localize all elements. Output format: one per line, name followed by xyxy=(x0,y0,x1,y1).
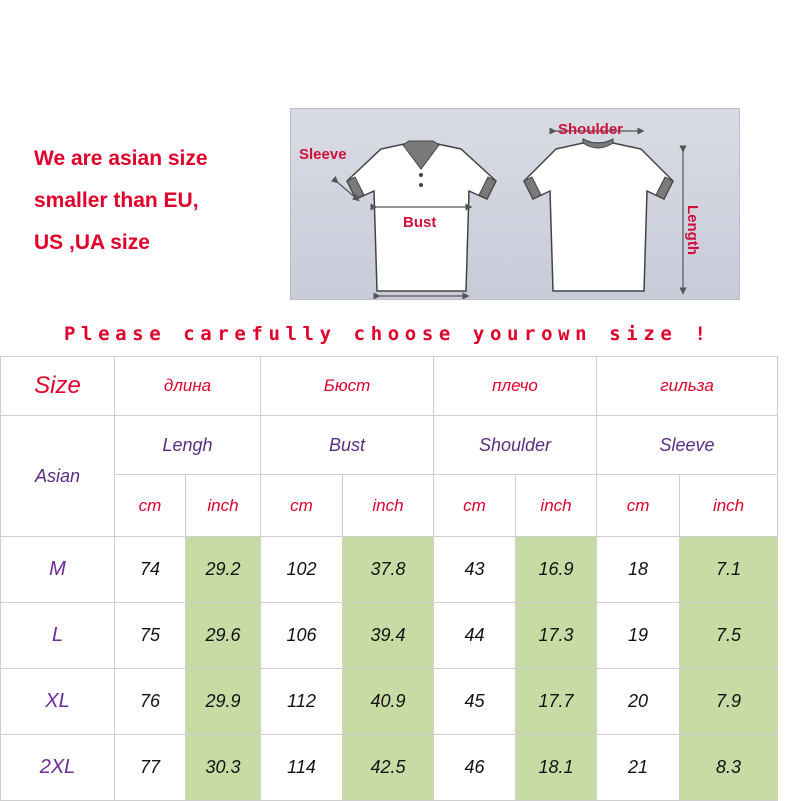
notice-line-3: US ,UA size xyxy=(34,231,150,254)
sleeve-en-header: Sleeve xyxy=(597,416,778,475)
size-value: XL xyxy=(1,669,115,735)
bust-cm: 114 xyxy=(261,735,343,801)
shoulder-cm: 45 xyxy=(434,669,516,735)
shoulder-cm: 43 xyxy=(434,537,516,603)
size-value: M xyxy=(1,537,115,603)
unit-row xyxy=(1,475,778,537)
measurement-diagram xyxy=(290,108,740,300)
choose-size-notice: Please carefully choose yourown size ! xyxy=(64,323,712,345)
sleeve-cm: 19 xyxy=(597,603,680,669)
shoulder-cm: 46 xyxy=(434,735,516,801)
sleeve-cm: 20 xyxy=(597,669,680,735)
size-header: Size xyxy=(1,357,115,416)
length-label: Length xyxy=(684,205,701,255)
back-shirt-icon xyxy=(524,131,683,291)
bust-inch: 40.9 xyxy=(343,669,434,735)
bust-cm: 102 xyxy=(261,537,343,603)
bust-en-header: Bust xyxy=(261,416,434,475)
sleeve-label: Sleeve xyxy=(299,146,347,163)
bust-ru-header: Бюст xyxy=(261,357,434,416)
unit-inch: inch xyxy=(680,475,778,537)
length-inch: 29.9 xyxy=(186,669,261,735)
sleeve-inch: 7.9 xyxy=(680,669,778,735)
bust-label: Bust xyxy=(403,214,437,231)
english-header-row xyxy=(1,416,778,475)
size-notice xyxy=(34,138,274,264)
table-row xyxy=(1,735,778,801)
shoulder-inch: 16.9 xyxy=(516,537,597,603)
sleeve-inch: 7.1 xyxy=(680,537,778,603)
bust-inch: 37.8 xyxy=(343,537,434,603)
shoulder-inch: 17.7 xyxy=(516,669,597,735)
sleeve-inch: 7.5 xyxy=(680,603,778,669)
size-value: 2XL xyxy=(1,735,115,801)
length-en-header: Lengh xyxy=(115,416,261,475)
bust-cm: 112 xyxy=(261,669,343,735)
notice-line-2: smaller than EU, xyxy=(34,189,199,212)
sleeve-cm: 18 xyxy=(597,537,680,603)
sleeve-ru-header: гильза xyxy=(597,357,778,416)
length-cm: 75 xyxy=(115,603,186,669)
unit-cm: cm xyxy=(597,475,680,537)
shoulder-cm: 44 xyxy=(434,603,516,669)
length-cm: 76 xyxy=(115,669,186,735)
shoulder-label: Shoulder xyxy=(558,121,624,138)
shoulder-inch: 18.1 xyxy=(516,735,597,801)
size-value: L xyxy=(1,603,115,669)
table-row xyxy=(1,603,778,669)
unit-cm: cm xyxy=(434,475,516,537)
shirt-diagram-svg xyxy=(291,109,739,299)
bust-inch: 39.4 xyxy=(343,603,434,669)
length-inch: 30.3 xyxy=(186,735,261,801)
length-inch: 29.2 xyxy=(186,537,261,603)
asian-label: Asian xyxy=(1,416,115,537)
unit-cm: cm xyxy=(261,475,343,537)
length-inch: 29.6 xyxy=(186,603,261,669)
table-row xyxy=(1,537,778,603)
unit-inch: inch xyxy=(516,475,597,537)
table-row xyxy=(1,669,778,735)
unit-inch: inch xyxy=(343,475,434,537)
bust-inch: 42.5 xyxy=(343,735,434,801)
notice-line-1: We are asian size xyxy=(34,147,208,170)
russian-header-row xyxy=(1,357,778,416)
shoulder-inch: 17.3 xyxy=(516,603,597,669)
sleeve-inch: 8.3 xyxy=(680,735,778,801)
unit-inch: inch xyxy=(186,475,261,537)
sleeve-cm: 21 xyxy=(597,735,680,801)
bust-cm: 106 xyxy=(261,603,343,669)
unit-cm: cm xyxy=(115,475,186,537)
length-cm: 74 xyxy=(115,537,186,603)
length-ru-header: длина xyxy=(115,357,261,416)
shoulder-ru-header: плечо xyxy=(434,357,597,416)
shoulder-en-header: Shoulder xyxy=(434,416,597,475)
length-cm: 77 xyxy=(115,735,186,801)
size-chart-table xyxy=(0,356,778,801)
